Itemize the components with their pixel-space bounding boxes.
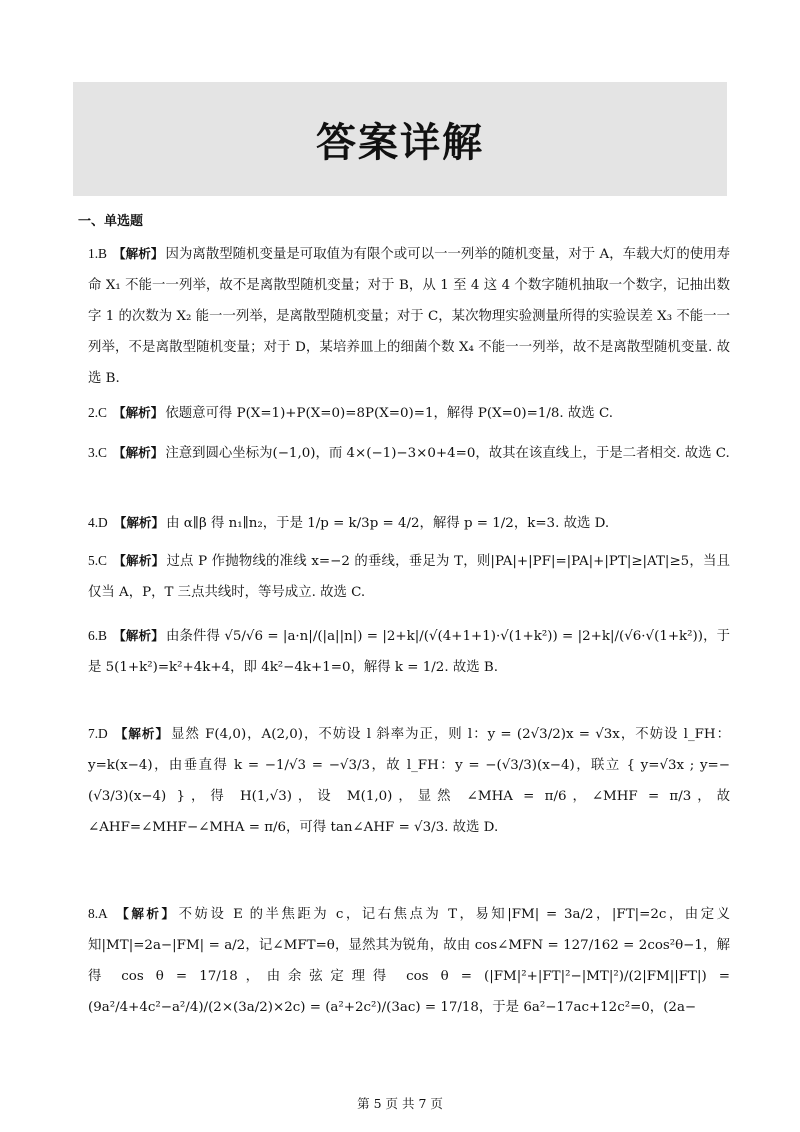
analysis-tag: 【解析】: [112, 405, 164, 420]
question-4: [88, 507, 730, 539]
section-heading: 一、单选题: [78, 214, 144, 229]
question-explanation: 由 α∥β 得 n₁∥n₂，于是 1/p = k/3p = 4/2，解得 p = 1/2，k=3. 故选 D.: [166, 516, 610, 531]
question-8: [88, 898, 730, 1023]
question-explanation: 过点 P 作抛物线的准线 x=−2 的垂线，垂足为 T，则|PA|+|PF|=|PA|+|PT|≥|AT|≥5，当且仅当 A，P，T 三点共线时，等号成立. 故选 C.: [88, 554, 731, 600]
question-number: 5.C: [88, 553, 107, 568]
question-explanation: 依题意可得 P(X=1)+P(X=0)=8P(X=0)=1，解得 P(X=0)=1/8. 故选 C.: [165, 406, 613, 421]
analysis-tag: 【解析】: [112, 246, 164, 261]
analysis-tag: 【解析】: [112, 553, 165, 568]
question-number: 1.B: [88, 246, 107, 261]
analysis-tag: 【解析】: [112, 628, 164, 643]
analysis-tag: 【解析】: [113, 906, 177, 921]
question-number: 2.C: [88, 405, 107, 420]
question-number: 7.D: [88, 726, 108, 741]
question-5: [88, 545, 730, 608]
question-explanation: 注意到圆心坐标为(−1,0)，而 4×(−1)−3×0+4=0，故其在该直线上，于是二者相交. 故选 C.: [165, 446, 730, 461]
page-title: 答案详解: [316, 119, 484, 166]
question-6: [88, 620, 730, 683]
question-explanation: 显然 F(4,0)，A(2,0)，不妨设 l 斜率为正，则 l：y = (2√3/2)x = √3x，不妨设 l_FH：y=k(x−4)，由垂直得 k = −1/√3 = −√3/3，故 l_FH：y = −(√3/3)(x−4)，联立 { y=√3x ; y=−(√3/3)(x−4) }，得 H(1,√3)，设 M(1,0)，显然 ∠MHA = π/6，∠MHF = π/3，故∠AHF=∠MHF−∠MHA = π/6，可得 tan∠AHF = √3/3. 故选 D.: [88, 727, 730, 835]
analysis-tag: 【解析】: [112, 445, 164, 460]
page-footer: 第 5 页 共 7 页: [357, 1096, 443, 1111]
question-number: 3.C: [88, 445, 107, 460]
question-number: 6.B: [88, 628, 107, 643]
question-explanation: 不妨设 E 的半焦距为 c，记右焦点为 T，易知|FM| = 3a/2，|FT|=2c，由定义知|MT|=2a−|FM| = a/2，记∠MFT=θ，显然其为锐角，故由 cos∠MFN = 127/162 = 2cos²θ−1，解得 cos θ = 17/18，由余弦定理得 cos θ = (|FM|²+|FT|²−|MT|²)/(2|FM||FT|) = (9a²/4+4c²−a²/4)/(2×(3a/2)×2c) = (a²+2c²)/(3ac) = 17/18，于是 6a²−17ac+12c²=0，(2a−: [88, 907, 730, 1015]
question-1: [88, 238, 730, 394]
question-number: 4.D: [88, 515, 108, 530]
question-2: [88, 397, 730, 429]
question-3: [88, 437, 730, 469]
question-number: 8.A: [88, 906, 108, 921]
question-7: [88, 718, 730, 843]
question-explanation: 由条件得 √5/√6 = |a·n|/(|a||n|) = |2+k|/(√(4+1+1)·√(1+k²)) = |2+k|/(√6·√(1+k²))，于是 5(1+k²)=k²+4k+4，即 4k²−4k+1=0，解得 k = 1/2. 故选 B.: [88, 629, 731, 675]
title-banner: [73, 82, 727, 196]
analysis-tag: 【解析】: [113, 726, 170, 741]
question-explanation: 因为离散型随机变量是可取值为有限个或可以一一列举的随机变量，对于 A，车载大灯的使用寿命 X₁ 不能一一列举，故不是离散型随机变量；对于 B，从 1 至 4 这 4 个数字随机抽取一个数字，记抽出数字 1 的次数为 X₂ 能一一列举，是离散型随机变量；对于 C，某次物理实验测量所得的实验误差 X₃ 不能一一列举，不是离散型随机变量；对于 D，某培养皿上的细菌个数 X₄ 不能一一列举，故不是离散型随机变量. 故选 B.: [88, 247, 730, 386]
analysis-tag: 【解析】: [113, 515, 165, 530]
